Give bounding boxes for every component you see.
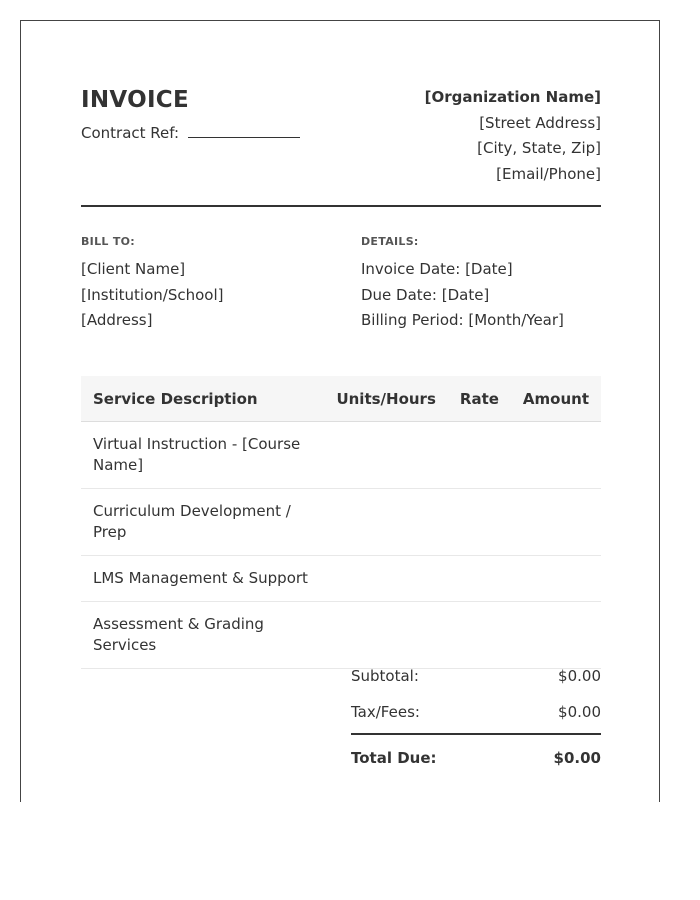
tax-label: Tax/Fees: [351, 703, 420, 721]
units-cell [324, 602, 447, 669]
service-description-cell: Assessment & Grading Services [81, 602, 324, 669]
tax-row [351, 697, 601, 733]
units-cell [324, 489, 447, 556]
amount-cell [511, 489, 601, 556]
organization-email-phone: [Email/Phone] [496, 164, 601, 183]
table-header-row [81, 376, 601, 422]
details-label: DETAILS: [361, 235, 419, 248]
total-due-label: Total Due: [351, 749, 437, 767]
rate-cell [448, 556, 511, 602]
totals-block [351, 661, 601, 779]
bill-to-client-name: [Client Name] [81, 260, 186, 278]
contract-ref [81, 123, 300, 142]
invoice-title: INVOICE [81, 87, 190, 113]
table-row [81, 422, 601, 489]
organization-block [425, 85, 601, 187]
contract-ref-label: Contract Ref: [81, 124, 180, 142]
amount-cell [511, 422, 601, 489]
service-description-cell: LMS Management & Support [81, 556, 324, 602]
rate-cell [448, 602, 511, 669]
due-date: Due Date: [Date] [361, 285, 490, 304]
bill-to-block [81, 235, 223, 334]
units-cell [324, 422, 447, 489]
amount-cell [511, 556, 601, 602]
details-block [361, 235, 564, 334]
column-header-amount: Amount [511, 376, 601, 422]
invoice-page [20, 20, 660, 802]
totals-divider [351, 733, 601, 743]
subtotal-value: $0.00 [558, 667, 601, 685]
column-header-service-description: Service Description [81, 376, 324, 422]
service-description-cell: Virtual Instruction - [Course Name] [81, 422, 324, 489]
table-row [81, 489, 601, 556]
organization-name: [Organization Name] [424, 88, 601, 106]
invoice-date: Invoice Date: [Date] [361, 260, 513, 278]
subtotal-label: Subtotal: [351, 667, 419, 685]
subtotal-row [351, 661, 601, 697]
total-due-value: $0.00 [553, 749, 601, 767]
column-header-rate: Rate [448, 376, 511, 422]
services-table [81, 376, 601, 669]
bill-to-institution: [Institution/School] [81, 285, 224, 304]
table-row [81, 556, 601, 602]
billing-period: Billing Period: [Month/Year] [361, 311, 564, 329]
invoice-header [81, 81, 601, 207]
organization-city-state-zip: [City, State, Zip] [477, 139, 601, 157]
rate-cell [448, 422, 511, 489]
tax-value: $0.00 [558, 703, 601, 721]
total-due-row [351, 743, 601, 779]
bill-to-address: [Address] [81, 311, 153, 329]
column-header-units-hours: Units/Hours [324, 376, 447, 422]
amount-cell [511, 602, 601, 669]
units-cell [324, 556, 447, 602]
bill-to-label: BILL TO: [81, 235, 135, 248]
service-description-cell: Curriculum Development / Prep [81, 489, 324, 556]
rate-cell [448, 489, 511, 556]
table-row [81, 602, 601, 669]
organization-street: [Street Address] [479, 113, 601, 132]
contract-ref-blank-line [188, 123, 300, 138]
